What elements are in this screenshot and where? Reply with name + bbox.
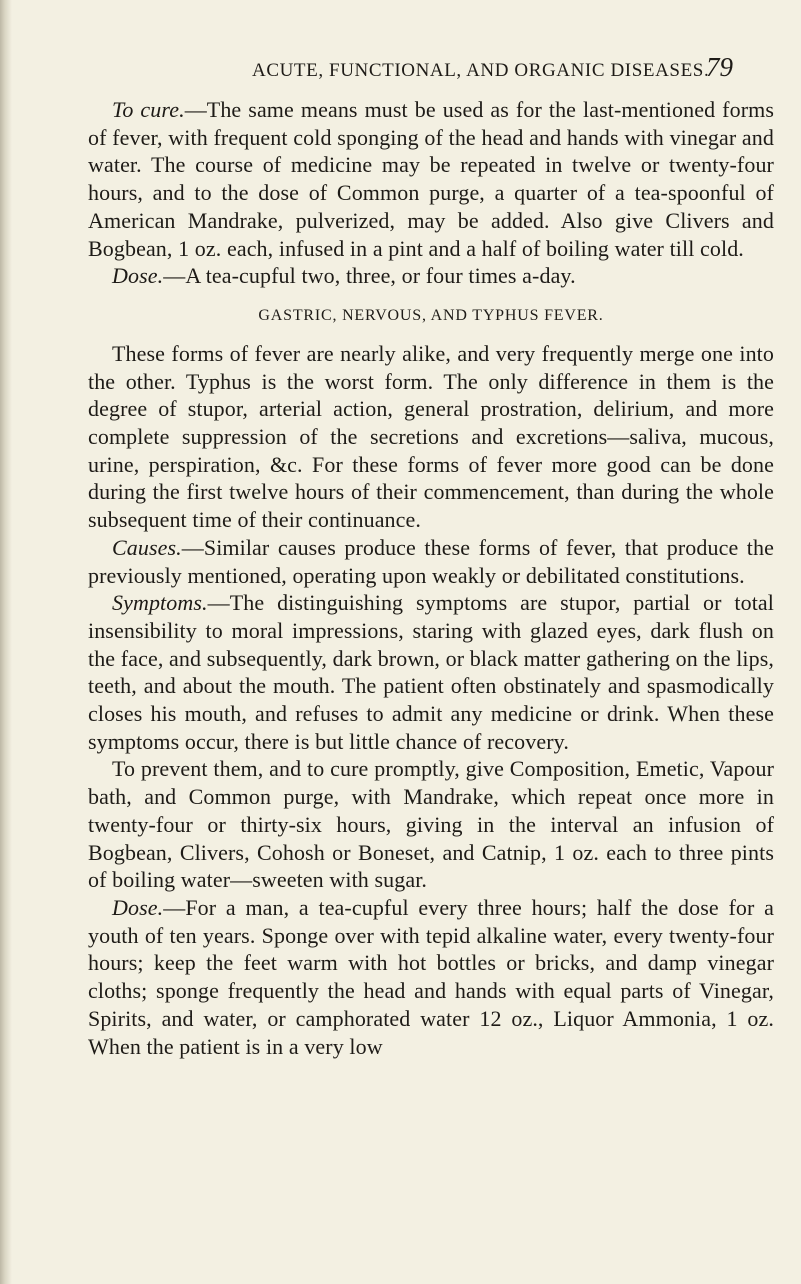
paragraph-lead-cure: To cure. [112,97,185,122]
paragraph-lead-dose-1: Dose. [112,263,164,289]
paragraph-symptoms [88,589,774,755]
paragraph-lead-causes: Causes. [112,534,182,560]
paragraph-intro [88,340,774,534]
paragraph-prevent [88,755,774,894]
paragraph-text-symptoms: —The distinguishing symptoms are stupor, partial or total insensibility to moral impressions, staring with glazed eyes, dark flush on the face, and subsequently, dark brown, or black matter gathering on the lips, teeth, and about the mouth. The patient often obstinately and spasmodically closes his mouth, and refuses to admit any medicine or drink. When these symptoms occur, there is but little chance of recovery. [88,590,774,754]
section-heading: GASTRIC, NERVOUS, AND TYPHUS FEVER. [258,306,604,324]
body-text [88,96,774,1060]
paragraph-text-prevent: To prevent them, and to cure promptly, give Composition, Emetic, Vapour bath, and Common purge, with Mandrake, which repeat once more in twenty-four or thirty-six hours, giving in the interval an infusion of Bogbean, Clivers, Cohosh or Boneset, and Catnip, 1 oz. each to three pints of boiling water—sweeten with sugar. [88,756,774,893]
page-number: 79 [706,52,733,82]
paragraph-text-intro: These forms of fever are nearly alike, and very frequently merge one into the other. Typhus is the worst form. The only difference in them is the degree of stupor, arterial action, general prostration, delirium, and more complete suppression of the secretions and excretions—saliva, mucous, urine, perspiration, &c. For these forms of fever more good can be done during the first twelve hours of their commencement, than during the whole subsequent time of their continuance. [88,340,774,533]
section-spacer [88,290,774,302]
paragraph-lead-symptoms: Symptoms. [112,590,208,616]
paragraph-lead-dose-2: Dose. [112,894,164,920]
paragraph-text-causes: —Similar causes produce these forms of fever, that produce the previously mentioned, operating upon weakly or debilitated constitutions. [88,534,774,588]
paragraph-dose-1 [88,262,774,290]
paragraph-dose-2 [88,894,774,1060]
paragraph-text-dose-1: —A tea-cupful two, three, or four times a-day. [163,263,576,289]
paragraph-cure [88,96,774,262]
paragraph-causes [88,534,774,589]
paragraph-text-dose-2: —For a man, a tea-cupful every three hours; half the dose for a youth of ten years. Sponge over with tepid alkaline water, every twenty-four hours; keep the feet warm with hot bottles or bricks, and damp vinegar cloths; sponge frequently the head and hands with equal parts of Vinegar, Spirits, and water, or camphorated water 12 oz., Liquor Ammonia, 1 oz. When the patient is in a very low [88,894,774,1059]
running-header: ACUTE, FUNCTIONAL, AND ORGANIC DISEASES. [252,60,710,81]
paragraph-text-cure: —The same means must be used as for the last-mentioned forms of fever, with frequent cold sponging of the head and hands with vinegar and water. The course of medicine may be repeated in twelve or twenty-four hours, and to the dose of Common purge, a quarter of a tea-spoonful of American Mandrake, pulverized, may be added. Also give Clivers and Bogbean, 1 oz. each, infused in a pint and a half of boiling water till cold. [88,97,774,261]
